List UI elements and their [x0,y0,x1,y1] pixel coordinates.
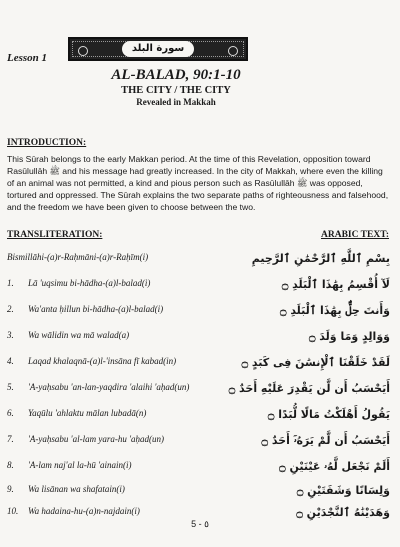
verse-transliteration: Lā 'uqsimu bi-hādha-(a)l-balad(i) [28,278,151,288]
verse-arabic: وَلِسَانًا وَشَفَتَيْنِ ۝ [296,484,390,497]
transliteration-heading: TRANSLITERATION: [7,230,103,240]
verse-number: 10. [7,506,19,516]
verse-transliteration: Wa'anta ḥillun bi-hādha-(a)l-balad(i) [28,304,164,314]
revealed-note: Revealed in Makkah [136,97,216,107]
verse-number: 7. [7,434,14,444]
intro-line: and the freedom we have been given to choose between the two. [7,202,256,212]
verse-row [0,408,400,428]
verse-row [0,460,400,480]
verse-number: 3. [7,330,14,340]
verse-transliteration: Laqad khalaqnā-(a)l-'insāna fī kabad(in) [28,356,177,366]
introduction-text [7,153,392,213]
verse-transliteration: Yaqūlu 'ahlaktu mālan lubadā(n) [28,408,147,418]
verse-arabic: أَيَحْسَبُ أَن لَّن يَقْدِرَ عَلَيْهِ أَحَدٌ ۝ [228,382,390,395]
page-title: AL-BALAD, 90:1-10 [111,67,241,83]
verse-number: 6. [7,408,14,418]
intro-line: tortured and oppressed. The Sūrah explains the two separate paths of righteousness and falsehood, [7,190,389,200]
verse-transliteration: Bismillāhi-(a)r-Raḥmāni-(a)r-Raḥīm(i) [7,252,149,262]
lesson-label: Lesson 1 [7,52,48,64]
verse-transliteration: Wa hadaina-hu-(a)n-najdain(i) [28,506,140,516]
verse-number: 1. [7,278,14,288]
page-subtitle: THE CITY / THE CITY [121,85,231,96]
introduction-heading: INTRODUCTION: [7,138,87,148]
verse-transliteration: Wa lisānan wa shafatain(i) [28,484,125,494]
surah-banner [68,37,248,61]
verse-row [0,304,400,324]
banner-ornament-left [78,46,88,56]
verse-row [0,484,400,504]
intro-line: of an animal was not permitted, a kind and pious person such as Rasūlullāh ﷺ was opposed, [7,178,363,188]
intro-line: This Sūrah belongs to the early Makkan period. At the time of this Revelation, opposition toward [7,154,371,164]
verse-transliteration: 'A-lam naj'al la-hū 'ainain(i) [28,460,132,470]
verse-arabic: وَوَالِدٍ وَمَا وَلَدَ ۝ [309,330,390,343]
verse-number: 2. [7,304,14,314]
intro-line: Rasūlullāh ﷺ and his message had greatly increased. In the city of Makkah, where even the killing [7,166,383,176]
verse-arabic: لَقَدْ خَلَقْنَا ٱلْإِنسَٰنَ فِى كَبَدٍ ۝ [241,356,390,369]
verse-arabic: وَأَنتَ حِلٌّۢ بِهَٰذَا ٱلْبَلَدِ ۝ [280,304,390,317]
verse-arabic: يَقُولُ أَهْلَكْتُ مَالًا لُّبَدًا ۝ [267,408,390,421]
verse-arabic: أَيَحْسَبُ أَن لَّمْ يَرَهُۥٓ أَحَدٌ ۝ [261,434,390,447]
verse-row [0,252,400,272]
verse-row [0,330,400,350]
verse-number: 4. [7,356,14,366]
verse-row [0,382,400,402]
verse-transliteration: Wa wālidin wa mā walad(a) [28,330,130,340]
page-number: 5 - ٥ [191,519,209,529]
verse-row [0,434,400,454]
verse-row [0,356,400,376]
banner-ornament-right [228,46,238,56]
verse-arabic: بِسْمِ ٱللَّهِ ٱلرَّحْمَٰنِ ٱلرَّحِيمِ [251,252,390,265]
verse-number: 8. [7,460,14,470]
verse-row [0,278,400,298]
verse-arabic: وَهَدَيْنَٰهُ ٱلنَّجْدَيْنِ ۝ [296,506,390,519]
banner-text: سورة البلد [122,41,194,57]
verse-number: 9. [7,484,14,494]
verse-arabic: لَآ أُقْسِمُ بِهَٰذَا ٱلْبَلَدِ ۝ [281,278,390,291]
verse-transliteration: 'A-yaḥsabu 'al-lam yara-hu 'aḥad(un) [28,434,165,444]
arabic-heading: ARABIC TEXT: [320,230,389,240]
verse-arabic: أَلَمْ نَجْعَل لَّهُۥ عَيْنَيْنِ ۝ [279,460,390,473]
verse-number: 5. [7,382,14,392]
verse-transliteration: 'A-yaḥsabu 'an-lan-yaqdira 'alaihi 'aḥad(un) [28,382,190,392]
